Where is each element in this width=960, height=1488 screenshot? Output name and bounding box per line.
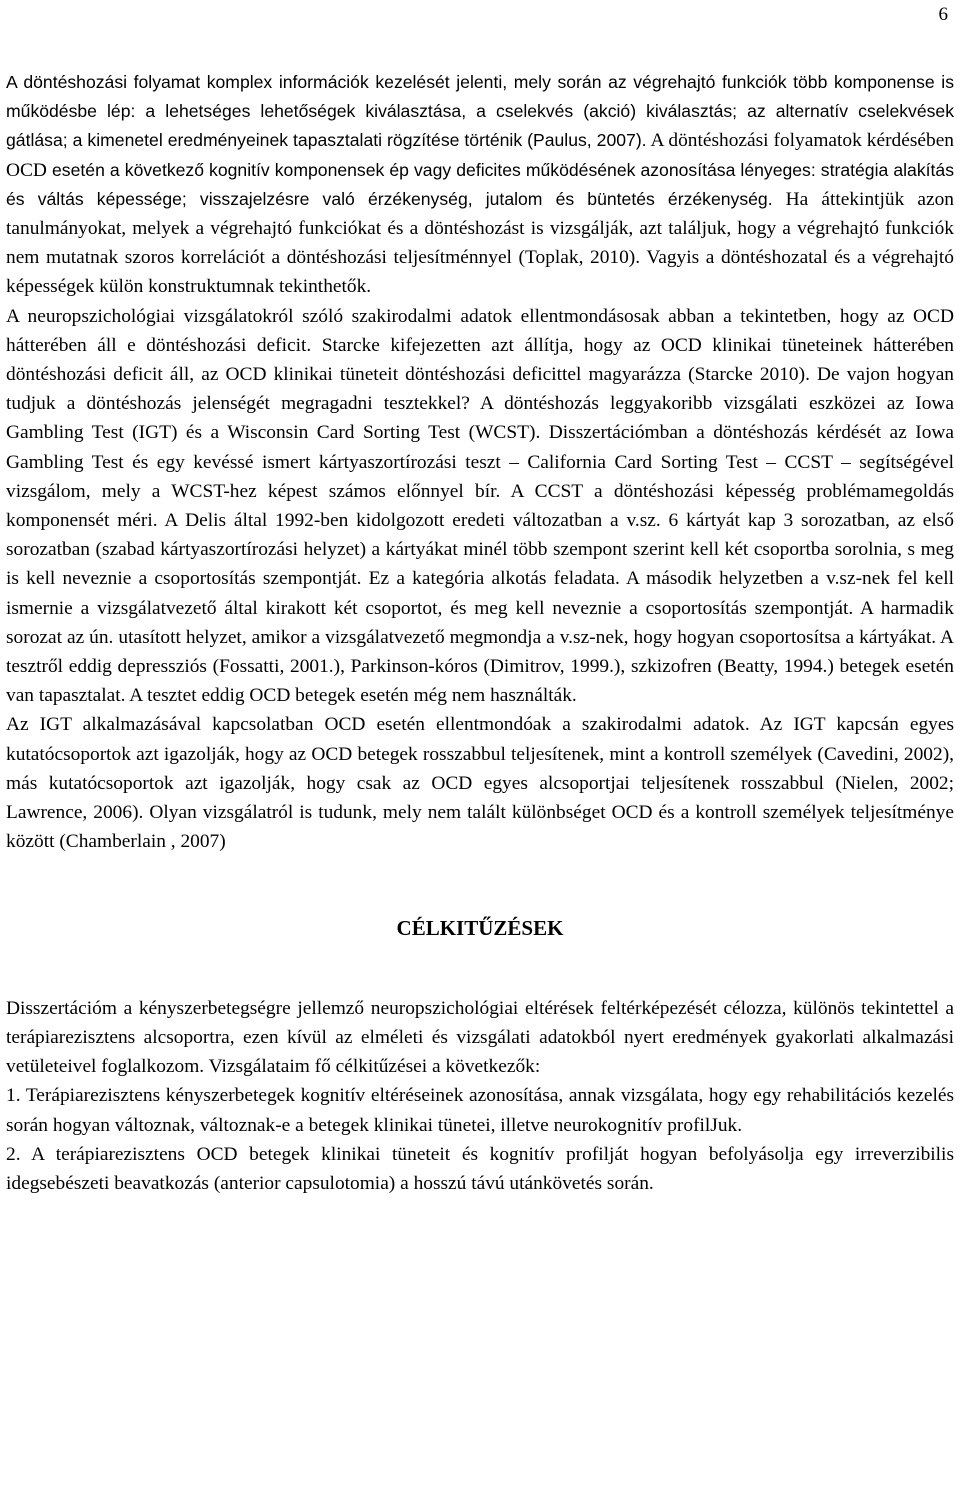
objective-item-1: 1. Terápiarezisztens kényszerbetegek kognitív eltéréseinek azonosítása, annak vizsgálata, hogy egy rehabilitációs kezelés során hogyan változnak, változnak-e a betegek klinikai tünetei, illetve neurokognitív profilJuk. — [6, 1085, 954, 1136]
section-heading: CÉLKITŰZÉSEK — [396, 916, 564, 941]
document-body — [6, 68, 954, 1198]
paragraph-objectives: Disszertációm a kényszerbetegségre jellemző neuropszichológiai eltérések feltérképezését célozza, különös tekintettel a terápiarezisztens alcsoportra, ezen kívül az elméleti és vizsgálati adatokból nyert eredmények gyakorlati alkalmazási vetületeivel foglalkozom. Vizsgálataim fő célkitűzései a következők: — [6, 997, 954, 1078]
paragraph-decision-making-executive: Ha áttekintjük azon tanulmányokat, melyek a végrehajtó funkciókat és a döntéshozást is vizsgálják, azt találjuk, hogy a végrehajtó funkciók nem mutatnak szoros korrelációt a döntéshozási teljesítménnyel (Toplak, 2010). Vagyis a döntéshozatal és a végrehajtó képességek külön konstruktumnak tekinthetők. — [6, 188, 954, 298]
spacer — [6, 944, 954, 994]
paragraph-igt: Az IGT alkalmazásával kapcsolatban OCD esetén ellentmondóak a szakirodalmi adatok. Az IGT kapcsán egyes kutatócsoportok azt igazolják, hogy az OCD betegek rosszabbul teljesítenek, mint a kontroll személyek (Cavedini, 2002), más kutatócsoportok azt igazolják, hogy csak az OCD egyes alcsoportjai teljesítenek rosszabbul (Nielen, 2002; Lawrence, 2006). Olyan vizsgálatról is tudunk, mely nem talált különbséget OCD és a kontroll személyek teljesítménye között (Chamberlain , 2007) — [6, 714, 954, 853]
paragraph-decision-making-intro: A döntéshozási folyamat komplex információk kezelését jelenti, mely során az végrehajtó funkciók több komponense is működésbe lép: a lehetséges lehetőségek kiválasztása, a cselekvés (akció) kiválasztás; az alternatív cselekvések gátlása; a kimenetel eredményeinek tapasztalati rögzítése történik (Paulus, 2007). — [6, 72, 954, 151]
objective-item-2: 2. A terápiarezisztens OCD betegek klinikai tüneteit és kognitív profilját hogyan befolyásolja egy irreverzibilis idegsebészeti beavatkozás (anterior capsulotomia) a hosszú távú utánkövetés során. — [6, 1143, 954, 1194]
page-number: 6 — [938, 4, 948, 25]
paragraph-decision-making — [6, 68, 954, 302]
spacer — [6, 856, 954, 914]
paragraph-decision-making-components: esetén a következő kognitív komponensek ép vagy deficites működésének azonosítása lényeges: stratégia alakítás és váltás képessége; visszajelzésre való érzékenység, jutalom és büntetés érzékenység. — [6, 159, 954, 209]
paragraph-decision-making-ocd: A döntéshozási folyamatok kérdésében OCD — [6, 130, 954, 181]
paragraph-neuropsychology: A neuropszichológiai vizsgálatokról szóló szakirodalmi adatok ellentmondásosak abban a tekintetben, hogy az OCD hátterében áll e döntéshozási deficit. Starcke kifejezetten azt állítja, hogy az OCD klinikai tüneteinek hátterében döntéshozási deficit áll, az OCD klinikai tüneteit döntéshozási deficittel magyarázza (Starcke 2010). De vajon hogyan tudjuk a döntéshozás jelenségét megragadni tesztekkel? A döntéshozás leggyakoribb vizsgálati eszközei az Iowa Gambling Test (IGT) és a Wisconsin Card Sorting Test (WCST). Disszertációmban a döntéshozás kérdését az Iowa Gambling Test és egy kevéssé ismert kártyaszortírozási teszt – California Card Sorting Test – CCST – segítségével vizsgálom, mely a WCST-hez képest számos előnnyel bír. A CCST a döntéshozási képesség problémamegoldás komponensét méri. A Delis által 1992-ben kidolgozott eredeti változatban a v.sz. 6 kártyát kap 3 sorozatban, az első sorozatban (szabad kártyaszortírozási helyzet) a kártyákat minél több szempont szerint kell két csoportba sorolnia, s meg is kell neveznie a csoportosítás szempontját. Ez a kategória alkotás feladata. A második helyzetben a v.sz-nek fel kell ismernie a vizsgálatvezető által kirakott két csoportot, és meg kell neveznie a csoportosítás szempontját. A harmadik sorozat az ún. utasított helyzet, amikor a vizsgálatvezető megmondja a v.sz-nek, hogy hogyan csoportosítsa a kártyákat. A tesztről eddig depressziós (Fossatti, 2001.), Parkinson-kóros (Dimitrov, 1999.), szkizofren (Beatty, 1994.) betegek esetén van tapasztalat. A tesztet eddig OCD betegek esetén még nem használták. — [6, 305, 954, 707]
